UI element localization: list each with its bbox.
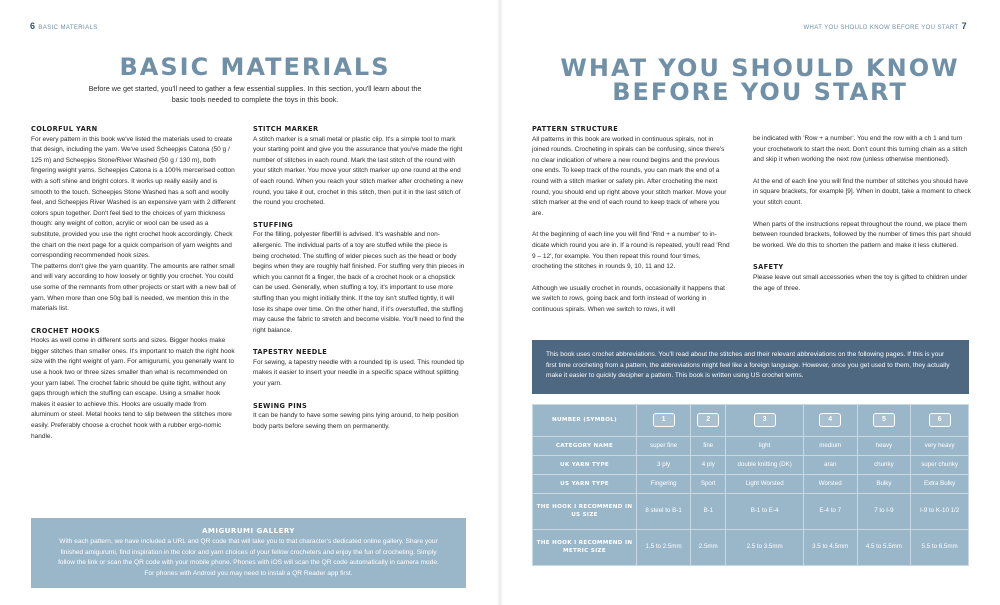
- tapestry-needle-heading: TAPESTRY NEEDLE: [253, 348, 328, 357]
- yarn-table-cell: 2.5 to 3.5mm: [726, 529, 803, 565]
- yarn-table-cell: chunky: [857, 455, 911, 474]
- yarn-table-cell: fine: [691, 436, 726, 455]
- repeat-text: When parts of the instructions repeat throughout the round, we place them between rounded brackets, followed by the number of times this part should be worked. We do this to shorten the pattern and make it less cluttered.: [753, 220, 971, 249]
- yarn-table-cell: heavy: [857, 436, 911, 455]
- pattern-structure-text-1: All patterns in this book are worked in continuous spirals, not in joined rounds. Crocheting in spirals can be confusing, since there's no clear indication of where a new round begins and the previous one ends. To keep track of the rounds, you can mark the end of a round with a stitch marker or safety pin. After crocheting the next round, you should end up right above your stitch marker. Move your stitch marker at the end of each round to keep track of where you are.: [532, 135, 727, 217]
- yarn-table-cell: I-9 to K-10 1/2: [911, 493, 969, 529]
- amigurumi-gallery-box: [31, 518, 466, 588]
- left-running-head: [30, 21, 98, 31]
- yarn-table-cell: B-1 to E-4: [726, 493, 803, 529]
- yarn-table-row: [533, 474, 969, 493]
- basic-materials-intro: Before we get started, you'll need to gather a few essential supplies. In this section, you'll learn about the basic tools needed to complete the toys in this book.: [88, 84, 422, 104]
- basic-materials-title: BASIC MATERIALS: [119, 53, 391, 81]
- crochet-hooks-text: Hooks as well come in different sorts and sizes. Bigger hooks make bigger stitches than smaller ones. It's important to match the right hook size with the right weight of yarn. For amigurumi, you generally want to use a hook two or three sizes smaller than what is recommended on your yarn label. The crochet fabric should be quite tight, without any gaps through which the stuffing can escape. Using a smaller hook makes it easier to achieve this. Hooks are usually made from aluminum or steel. Metal hooks tend to slip between the stitches more easily. Preferably choose a crochet hook with a rubber ergo-nomic handle.: [31, 337, 235, 440]
- yarn-weight-symbol-icon: 1: [653, 413, 675, 427]
- colorful-yarn-text-2: The patterns don't give the yarn quantity. The amounts are rather small and will vary according to how loosely or tightly you crochet. You could use some of the remnants from other projects or start with a new ball of yarn. When more than one 50g ball is needed, we mention this in the materials list.: [31, 262, 236, 313]
- yarn-table-cell: super chunky: [911, 455, 969, 474]
- right-column-1: [532, 124, 730, 327]
- title-line-1: WHAT YOU SHOULD KNOW: [560, 54, 960, 82]
- yarn-weight-symbol-icon: 4: [819, 413, 841, 427]
- right-column-2: [753, 134, 971, 305]
- yarn-table-row-header: CATEGORY NAME: [533, 436, 637, 455]
- yarn-table-cell: [637, 405, 691, 437]
- amigurumi-gallery-text: With each pattern, we have included a URL and QR code that will take you to that character's dedicated online gallery. Share your finished amigurumi, find inspiration in the color and yarn choices of your fellow crocheters and enjoy the fun of crocheting. Simply follow the link or scan the QR code with your mobile phone. Phones with iOS will scan the QR code automatically in camera mode. For phones with Android you may need to install a QR Reader app first.: [58, 538, 439, 577]
- pattern-structure-text-3: Although we usually crochet in rounds, occasionally it happens that we switch to rows, going back and forth instead of working in continuous spirals. When we switch to rows, it will: [532, 284, 725, 313]
- yarn-table-cell: very heavy: [911, 436, 969, 455]
- yarn-table-cell: [803, 405, 857, 437]
- yarn-weight-symbol-icon: 2: [697, 413, 719, 427]
- tapestry-needle-text: For sewing, a tapestry needle with a rounded tip is used. This rounded tip makes it easier to insert your needle in a specific space without splitting your yarn.: [253, 358, 464, 388]
- stuffing-heading: STUFFING: [253, 220, 294, 229]
- yarn-table-cell: Bulky: [857, 474, 911, 493]
- yarn-table-cell: [911, 405, 969, 437]
- left-page-number: 6: [30, 21, 36, 31]
- yarn-table-row: [533, 455, 969, 474]
- yarn-table-cell: [857, 405, 911, 437]
- yarn-table-cell: 2.5mm: [691, 529, 726, 565]
- yarn-table-cell: Worsted: [803, 474, 857, 493]
- yarn-table-cell: 3.5 to 4.5mm: [803, 529, 857, 565]
- yarn-table-row-header: US YARN TYPE: [533, 474, 637, 493]
- yarn-table-cell: Fingering: [637, 474, 691, 493]
- what-you-should-know-title: [560, 56, 960, 104]
- colorful-yarn-heading: COLORFUL YARN: [31, 125, 98, 133]
- sewing-pins-text: It can be handy to have some sewing pins lying around, to help position body parts before sewing them on permanently.: [253, 412, 459, 430]
- pattern-structure-heading: PATTERN STRUCTURE: [532, 125, 619, 133]
- yarn-table-row: [533, 436, 969, 455]
- yarn-table-cell: [726, 405, 803, 437]
- left-running-head-text: BASIC MATERIALS: [38, 25, 98, 31]
- left-column-2: [253, 124, 465, 443]
- stitch-count-text: At the end of each line you will find the number of stitches you should have in square brackets, for example [9]. When in doubt, take a moment to check your stitch count.: [753, 177, 971, 206]
- yarn-table-row: [533, 493, 969, 529]
- rows-text: be indicated with 'Row + a number'. You end the row with a ch 1 and turn your crochetwork to start the next. Don't count this turning chain as a stitch and skip it when working the next row (unless otherwise mentioned).: [753, 135, 968, 164]
- yarn-table-cell: light: [726, 436, 803, 455]
- yarn-table-cell: double knitting (DK): [726, 455, 803, 474]
- yarn-table-cell: [691, 405, 726, 437]
- right-page-number: 7: [961, 21, 967, 31]
- yarn-table-row-header: NUMBER (SYMBOL): [533, 405, 637, 437]
- yarn-weight-table: [532, 404, 969, 566]
- yarn-table-row-header: THE HOOK I RECOMMEND IN US SIZE: [533, 493, 637, 529]
- yarn-table-cell: super fine: [637, 436, 691, 455]
- colorful-yarn-text: For every pattern in this book we've listed the materials used to create that design, including the yarn. We've used Scheepjes Catona (50 g / 125 m) and Scheepjes Stone/River Washed (50 g / 130 m), both fingering weight yarns. Scheepjes Catona is a 100% mercerised cotton with a soft shine and bright colors. It works up really easily and is smooth to the touch. Scheepjes Stone Washed has a soft and woolly feel, and Scheepjes River Washed is an expensive yarn with 2 different colors spun together. Don't feel tied to the choices of yarn thickness though: any weight of cotton, acrylic or wool can be used as a substitute, provided you use the right crochet hook accordingly. Check the chart on the next page for a quick comparison of yarn weights and corresponding recommended hook sizes.: [31, 135, 236, 260]
- yarn-table-row-header: THE HOOK I RECOMMEND IN METRIC SIZE: [533, 529, 637, 565]
- pattern-structure-text-2: At the beginning of each line you will find 'Rnd + a number' to in-dicate which round you are in. If a round is repeated, you'll read 'Rnd 9 – 12', for example. You then repeat this round four times, crocheting the stitches in rounds 9, 10, 11 and 12.: [532, 231, 730, 271]
- yarn-table-row-header: UK YARN TYPE: [533, 455, 637, 474]
- amigurumi-gallery-heading: AMIGURUMI GALLERY: [202, 527, 295, 535]
- yarn-table-cell: 3 ply: [637, 455, 691, 474]
- yarn-table-cell: 8 steel to B-1: [637, 493, 691, 529]
- yarn-table-cell: Extra Bulky: [911, 474, 969, 493]
- stuffing-text: For the filling, polyester fiberfill is advised. It's washable and non-allergenic. The individual parts of a toy are stuffed while the piece is being crocheted. The stuffing of wider pieces such as the head or body begins when they are roughly half finished. For stuffing very thin pieces in which you cannot fit a finger, the back of a crochet hook or a chopstick can be used. Generally, when stuffing a toy, it's important to use more stuffing than you might initially think. If the toy isn't stuffed tightly, it will lose its shape over time. On the other hand, if it's overstuffed, the stuffing may cause the fabric to stretch and become visible. You'll need to find the right balance.: [253, 231, 465, 334]
- yarn-table-cell: 5.5 to 6.5mm: [911, 529, 969, 565]
- yarn-table-cell: medium: [803, 436, 857, 455]
- yarn-table-cell: 4 ply: [691, 455, 726, 474]
- yarn-table-row: [533, 529, 969, 565]
- sewing-pins-heading: SEWING PINS: [253, 401, 308, 410]
- safety-heading: SAFETY: [753, 263, 784, 272]
- yarn-table-cell: B-1: [691, 493, 726, 529]
- yarn-table-cell: 4.5 to 5.5mm: [857, 529, 911, 565]
- yarn-weight-symbol-icon: 5: [873, 413, 895, 427]
- yarn-table-row: [533, 405, 969, 437]
- safety-text: Please leave out small accessories when the toy is gifted to children under the age of three.: [753, 273, 968, 292]
- yarn-weight-symbol-icon: 3: [754, 413, 776, 427]
- abbreviations-box: This book uses crochet abbreviations. You'll read about the stitches and their relevant abbreviations on the following pages. If this is your first time crocheting from a pattern, the abbreviations might feel like a foreign language. However, once you get used to them, they actually make it easier to quickly decipher a pattern. This book is written using US crochet terms.: [532, 340, 969, 394]
- yarn-table-cell: aran: [803, 455, 857, 474]
- stitch-marker-text: A stitch marker is a small metal or plastic clip. It's a simple tool to mark your starting point and give you the assurance that you've made the right number of stitches in each round. Mark the last stitch of the round with your stitch marker. You move your stitch marker up one round at the end of each round. When you reach your stitch marker after crocheting a new round, you take it out, crochet in this stitch, then put it in the last stitch of the round you crocheted.: [253, 135, 463, 207]
- yarn-weight-symbol-icon: 6: [929, 413, 951, 427]
- yarn-table-cell: Light Worsted: [726, 474, 803, 493]
- yarn-table-cell: 1.5 to 2.5mm: [637, 529, 691, 565]
- crochet-hooks-heading: CROCHET HOOKS: [31, 326, 100, 335]
- stitch-marker-heading: STITCH MARKER: [253, 125, 319, 133]
- title-line-2: BEFORE YOU START: [612, 78, 908, 106]
- yarn-table-cell: E-4 to 7: [803, 493, 857, 529]
- yarn-table-cell: Sport: [691, 474, 726, 493]
- right-running-head-text: WHAT YOU SHOULD KNOW BEFORE YOU START: [803, 25, 959, 31]
- yarn-table-cell: 7 to I-9: [857, 493, 911, 529]
- left-column-1: [31, 124, 236, 453]
- right-running-head: [803, 21, 967, 31]
